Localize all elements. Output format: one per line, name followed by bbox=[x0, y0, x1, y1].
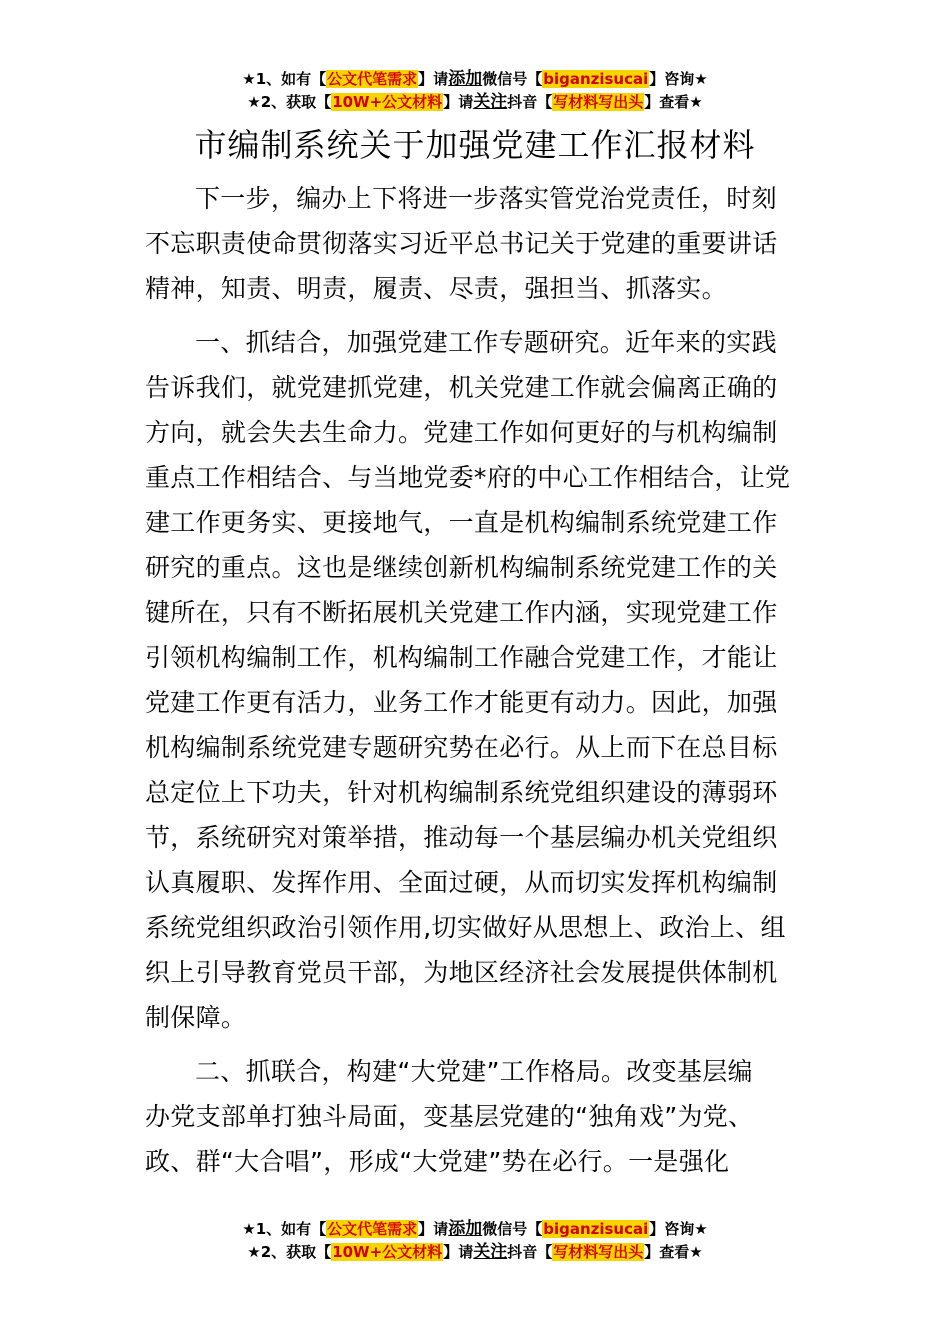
banner-douyin-id: 写材料写出头 bbox=[553, 1243, 644, 1261]
banner-highlight: 10W+公文材料 bbox=[332, 93, 443, 111]
header-banner bbox=[0, 68, 950, 114]
banner-text: 】咨询★ bbox=[649, 70, 708, 88]
banner-text: ★2、获取【 bbox=[247, 1243, 332, 1261]
paragraph-section-2 bbox=[145, 1049, 809, 1184]
banner-line-2 bbox=[0, 1241, 950, 1264]
banner-text: 】查看★ bbox=[644, 93, 703, 111]
text-line: 下一步，编办上下将进一步落实管党治党责任，时刻 bbox=[195, 184, 777, 213]
banner-text: 】咨询★ bbox=[649, 1220, 708, 1238]
banner-douyin-id: 写材料写出头 bbox=[553, 93, 644, 111]
text-line: 认真履职、发挥作用、全面过硬，从而切实发挥机构编制 bbox=[145, 868, 778, 897]
text-line: 机构编制系统党建专题研究势在必行。从上而下在总目标 bbox=[145, 733, 778, 762]
paragraph-next-steps bbox=[145, 176, 809, 311]
banner-wechat-id: biganzisucai bbox=[543, 70, 649, 88]
text-line: 制保障。 bbox=[145, 1003, 247, 1032]
text-line: 不忘职责使命贯彻落实习近平总书记关于党建的重要讲话 bbox=[145, 229, 778, 258]
text-line: 重点工作相结合、与当地党委*府的中心工作相结合，让党 bbox=[145, 463, 791, 492]
text-line: 政、群“大合唱”，形成“大党建”势在必行。一是强化 bbox=[145, 1147, 730, 1176]
banner-text: 】请 bbox=[443, 93, 474, 111]
banner-underline: 关注 bbox=[473, 1242, 508, 1262]
text-line: 告诉我们，就党建抓党建，机关党建工作就会偏离正确的 bbox=[145, 373, 778, 402]
paragraph-section-1 bbox=[145, 320, 809, 1040]
banner-text: ★1、如有【 bbox=[242, 1220, 327, 1238]
text-line: 引领机构编制工作，机构编制工作融合党建工作，才能让 bbox=[145, 643, 778, 672]
banner-text: ★2、获取【 bbox=[247, 93, 332, 111]
banner-highlight: 公文代笔需求 bbox=[327, 70, 418, 88]
banner-text: 】请 bbox=[418, 70, 449, 88]
banner-underline: 关注 bbox=[473, 92, 508, 112]
banner-text: ★1、如有【 bbox=[242, 70, 327, 88]
text-line: 键所在，只有不断拓展机关党建工作内涵，实现党建工作 bbox=[145, 598, 778, 627]
document-title: 市编制系统关于加强党建工作汇报材料 bbox=[194, 126, 756, 164]
text-line: 系统党组织政治引领作用,切实做好从思想上、政治上、组 bbox=[145, 913, 786, 942]
banner-underline: 添加 bbox=[448, 69, 483, 89]
banner-highlight: 10W+公文材料 bbox=[332, 1243, 443, 1261]
document-body bbox=[145, 176, 809, 1193]
text-line: 节，系统研究对策举措，推动每一个基层编办机关党组织 bbox=[145, 823, 778, 852]
banner-line-1 bbox=[0, 1218, 950, 1241]
text-line: 党建工作更有活力，业务工作才能更有动力。因此，加强 bbox=[145, 688, 778, 717]
banner-text: 抖音【 bbox=[507, 93, 553, 111]
banner-text: 微信号【 bbox=[482, 1220, 543, 1238]
text-line: 总定位上下功夫，针对机构编制系统党组织建设的薄弱环 bbox=[145, 778, 778, 807]
banner-text: 】查看★ bbox=[644, 1243, 703, 1261]
text-line: 一、抓结合，加强党建工作专题研究。近年来的实践 bbox=[195, 328, 777, 357]
text-line: 研究的重点。这也是继续创新机构编制系统党建工作的关 bbox=[145, 553, 778, 582]
banner-line-1 bbox=[0, 68, 950, 91]
banner-highlight: 公文代笔需求 bbox=[327, 1220, 418, 1238]
text-line: 精神，知责、明责，履责、尽责，强担当、抓落实。 bbox=[145, 274, 727, 303]
banner-text: 抖音【 bbox=[507, 1243, 553, 1261]
text-line: 方向，就会失去生命力。党建工作如何更好的与机构编制 bbox=[145, 418, 778, 447]
text-line: 办党支部单打独斗局面，变基层党建的“独角戏”为党、 bbox=[145, 1102, 754, 1131]
text-line: 建工作更务实、更接地气，一直是机构编制系统党建工作 bbox=[145, 508, 778, 537]
banner-text: 】请 bbox=[443, 1243, 474, 1261]
text-line: 二、抓联合，构建“大党建”工作格局。改变基层编 bbox=[195, 1057, 753, 1086]
banner-underline: 添加 bbox=[448, 1219, 483, 1239]
banner-text: 微信号【 bbox=[482, 70, 543, 88]
banner-text: 】请 bbox=[418, 1220, 449, 1238]
banner-wechat-id: biganzisucai bbox=[543, 1220, 649, 1238]
footer-banner bbox=[0, 1218, 950, 1264]
text-line: 织上引导教育党员干部，为地区经济社会发展提供体制机 bbox=[145, 958, 778, 987]
banner-line-2 bbox=[0, 91, 950, 114]
